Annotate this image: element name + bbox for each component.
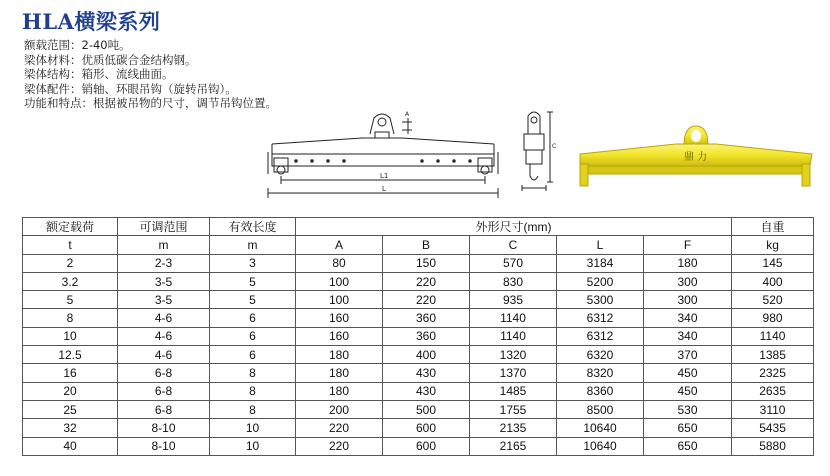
dimension-l-label: L	[382, 185, 386, 193]
cell-b: 220	[383, 272, 470, 290]
cell-b: 600	[383, 419, 470, 437]
cell-l: 5200	[557, 272, 644, 290]
cell-rated-load: 32	[23, 419, 118, 437]
cell-rated-load: 16	[23, 364, 118, 382]
cell-c: 1370	[470, 364, 557, 382]
header-adjust-range: 可调范围	[118, 218, 210, 236]
cell-l: 10640	[557, 437, 644, 455]
table-row	[23, 291, 814, 309]
cell-b: 220	[383, 291, 470, 309]
cell-l: 6312	[557, 327, 644, 345]
cell-c: 1485	[470, 382, 557, 400]
spec-load-range: 额载范围：2-40吨。	[24, 38, 131, 52]
header-dim-f: F	[644, 236, 732, 254]
cell-weight: 520	[732, 291, 814, 309]
cell-c: 935	[470, 291, 557, 309]
cell-effective-length: 10	[210, 419, 296, 437]
cell-rated-load: 2	[23, 254, 118, 272]
cell-c: 830	[470, 272, 557, 290]
cell-a: 80	[296, 254, 383, 272]
header-dim-l: L	[557, 236, 644, 254]
cell-adjust-range: 3-5	[118, 272, 210, 290]
table-row	[23, 437, 814, 455]
cell-effective-length: 6	[210, 327, 296, 345]
cell-f: 450	[644, 382, 732, 400]
cell-f: 300	[644, 291, 732, 309]
cell-adjust-range: 6-8	[118, 364, 210, 382]
cell-l: 8320	[557, 364, 644, 382]
spec-features: 功能和特点：根据被吊物的尺寸，调节吊钩位置。	[24, 96, 277, 110]
cell-f: 530	[644, 400, 732, 418]
cell-weight: 2635	[732, 382, 814, 400]
cell-rated-load: 20	[23, 382, 118, 400]
dimension-l1-label: L1	[380, 172, 389, 180]
beam-front-drawing	[262, 104, 510, 204]
cell-adjust-range: 6-8	[118, 400, 210, 418]
cell-l: 10640	[557, 419, 644, 437]
cell-l: 3184	[557, 254, 644, 272]
cell-f: 340	[644, 327, 732, 345]
cell-c: 1320	[470, 346, 557, 364]
cell-weight: 980	[732, 309, 814, 327]
cell-a: 100	[296, 291, 383, 309]
cell-weight: 2325	[732, 364, 814, 382]
cell-b: 430	[383, 382, 470, 400]
table-row	[23, 364, 814, 382]
spec-material: 梁体材料：优质低碳合金结构钢。	[24, 52, 197, 67]
brand-label: 鼎 力	[684, 152, 708, 163]
cell-b: 500	[383, 400, 470, 418]
cell-weight: 145	[732, 254, 814, 272]
cell-effective-length: 8	[210, 382, 296, 400]
cell-a: 160	[296, 309, 383, 327]
header-weight-unit: kg	[732, 236, 814, 254]
cell-a: 160	[296, 327, 383, 345]
cell-f: 340	[644, 309, 732, 327]
cell-rated-load: 25	[23, 400, 118, 418]
cell-f: 300	[644, 272, 732, 290]
table-header-row-1	[23, 218, 814, 236]
cell-f: 370	[644, 346, 732, 364]
dimension-a-label: A	[405, 111, 410, 118]
cell-weight: 5435	[732, 419, 814, 437]
cell-c: 570	[470, 254, 557, 272]
table-row	[23, 419, 814, 437]
table-body	[23, 254, 814, 455]
cell-rated-load: 10	[23, 327, 118, 345]
cell-effective-length: 6	[210, 309, 296, 327]
cell-effective-length: 5	[210, 272, 296, 290]
cell-a: 180	[296, 382, 383, 400]
cell-weight: 3110	[732, 400, 814, 418]
cell-weight: 400	[732, 272, 814, 290]
cell-a: 200	[296, 400, 383, 418]
cell-l: 5300	[557, 291, 644, 309]
cell-c: 1755	[470, 400, 557, 418]
cell-adjust-range: 2-3	[118, 254, 210, 272]
cell-weight: 5880	[732, 437, 814, 455]
cell-rated-load: 5	[23, 291, 118, 309]
beam-side-drawing	[512, 104, 558, 194]
dimension-c-label: C	[552, 143, 557, 150]
header-adjust-range-unit: m	[118, 236, 210, 254]
cell-c: 1140	[470, 327, 557, 345]
cell-f: 650	[644, 419, 732, 437]
cell-effective-length: 10	[210, 437, 296, 455]
cell-adjust-range: 6-8	[118, 382, 210, 400]
table-row	[23, 400, 814, 418]
cell-adjust-range: 4-6	[118, 309, 210, 327]
cell-effective-length: 3	[210, 254, 296, 272]
cell-b: 430	[383, 364, 470, 382]
cell-l: 6320	[557, 346, 644, 364]
header-dim-b: B	[383, 236, 470, 254]
cell-effective-length: 8	[210, 364, 296, 382]
cell-f: 450	[644, 364, 732, 382]
cell-weight: 1385	[732, 346, 814, 364]
header-effective-length: 有效长度	[210, 218, 296, 236]
cell-adjust-range: 3-5	[118, 291, 210, 309]
table-row	[23, 254, 814, 272]
page-title: HLA横梁系列	[22, 9, 161, 34]
spec-structure: 梁体结构：箱形、流线曲面。	[24, 67, 174, 81]
cell-c: 2165	[470, 437, 557, 455]
spec-accessories: 梁体配件：销轴、环眼吊钩（旋转吊钩）。	[24, 81, 237, 96]
header-rated-load: 额定载荷	[23, 218, 118, 236]
cell-a: 220	[296, 419, 383, 437]
cell-l: 8360	[557, 382, 644, 400]
table-row	[23, 327, 814, 345]
cell-effective-length: 8	[210, 400, 296, 418]
header-weight: 自重	[732, 218, 814, 236]
table-header-row-2	[23, 236, 814, 254]
header-dim-c: C	[470, 236, 557, 254]
cell-a: 100	[296, 272, 383, 290]
cell-f: 650	[644, 437, 732, 455]
cell-b: 360	[383, 309, 470, 327]
cell-a: 180	[296, 346, 383, 364]
cell-a: 220	[296, 437, 383, 455]
header-dimensions: 外形尺寸(mm)	[296, 218, 732, 236]
cell-rated-load: 3.2	[23, 272, 118, 290]
cell-c: 2135	[470, 419, 557, 437]
cell-rated-load: 40	[23, 437, 118, 455]
table-row	[23, 382, 814, 400]
spec-list	[24, 38, 277, 111]
cell-f: 180	[644, 254, 732, 272]
cell-adjust-range: 8-10	[118, 419, 210, 437]
cell-effective-length: 6	[210, 346, 296, 364]
cell-c: 1140	[470, 309, 557, 327]
table-row	[23, 346, 814, 364]
table-row	[23, 272, 814, 290]
cell-l: 6312	[557, 309, 644, 327]
table-row	[23, 309, 814, 327]
cell-b: 600	[383, 437, 470, 455]
cell-rated-load: 8	[23, 309, 118, 327]
cell-adjust-range: 8-10	[118, 437, 210, 455]
cell-weight: 1140	[732, 327, 814, 345]
header-effective-length-unit: m	[210, 236, 296, 254]
header-dim-a: A	[296, 236, 383, 254]
beam-product-image	[572, 124, 820, 190]
cell-b: 400	[383, 346, 470, 364]
cell-adjust-range: 4-6	[118, 327, 210, 345]
cell-l: 8500	[557, 400, 644, 418]
cell-b: 360	[383, 327, 470, 345]
cell-rated-load: 12.5	[23, 346, 118, 364]
cell-a: 180	[296, 364, 383, 382]
spec-table	[22, 217, 814, 456]
cell-b: 150	[383, 254, 470, 272]
cell-adjust-range: 4-6	[118, 346, 210, 364]
header-rated-load-unit: t	[23, 236, 118, 254]
cell-effective-length: 5	[210, 291, 296, 309]
